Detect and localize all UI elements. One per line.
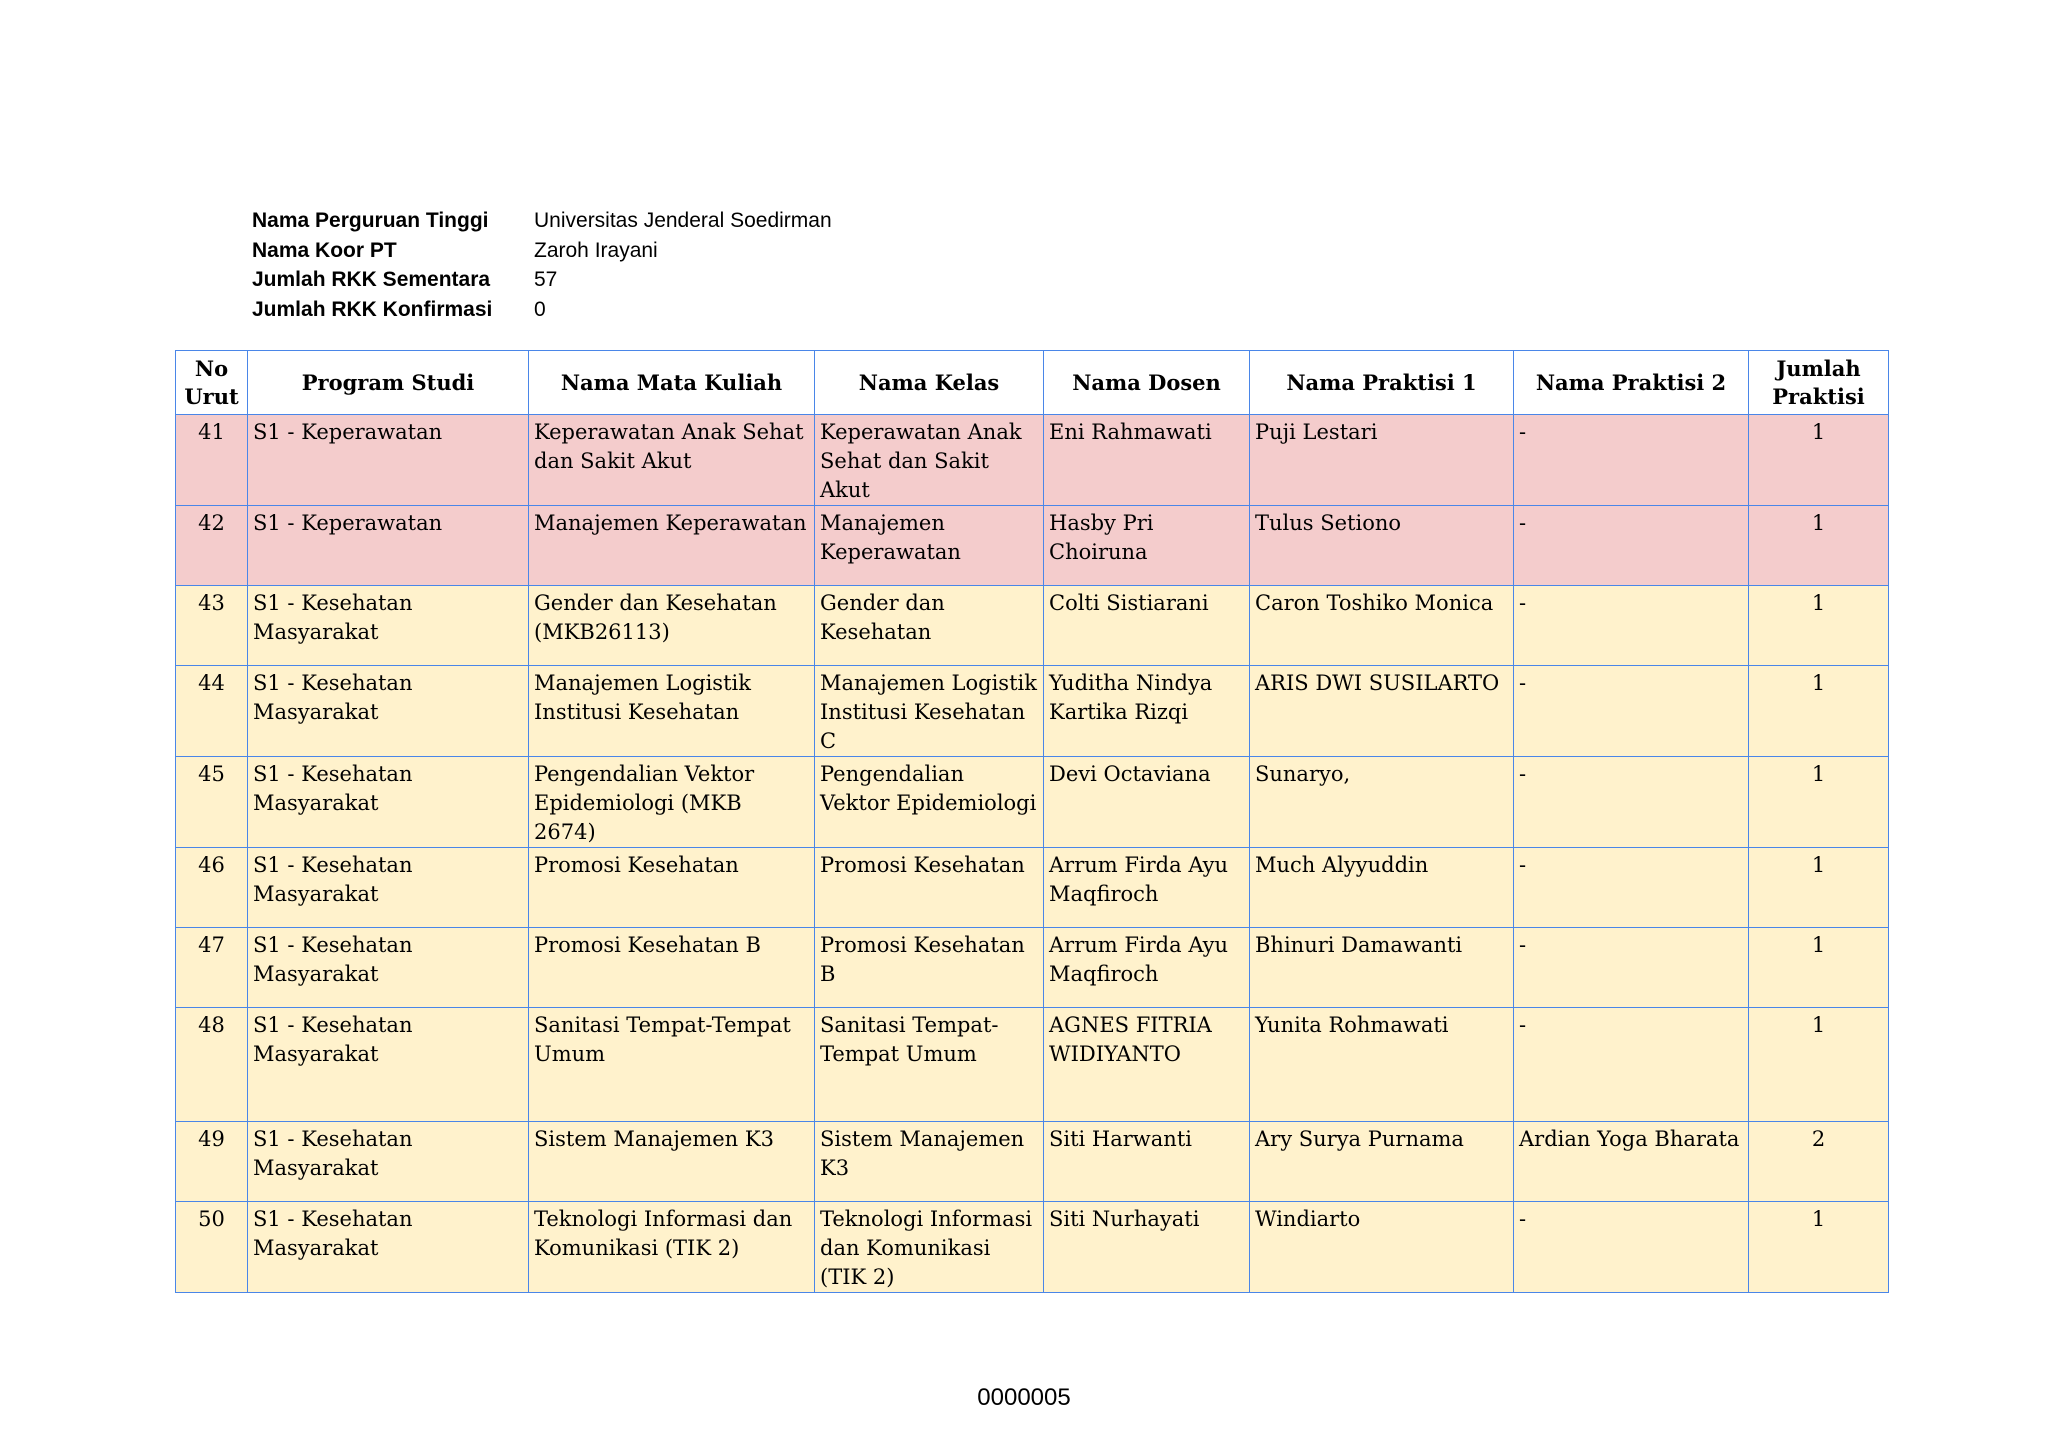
- cell-praktisi-2: -: [1514, 415, 1749, 506]
- cell-dosen: Yuditha Nindya Kartika Rizqi: [1044, 666, 1250, 757]
- cell-matkul: Sanitasi Tempat-Tempat Umum: [529, 1008, 815, 1122]
- cell-matkul: Promosi Kesehatan B: [529, 928, 815, 1008]
- cell-no: 48: [176, 1008, 248, 1122]
- table-header-row: [176, 351, 1889, 415]
- cell-jumlah: 1: [1749, 1202, 1889, 1293]
- page-number: 0000005: [977, 1384, 1071, 1411]
- cell-dosen: Arrum Firda Ayu Maqfiroch: [1044, 928, 1250, 1008]
- header-program-studi: Program Studi: [248, 351, 529, 415]
- cell-praktisi-2: -: [1514, 666, 1749, 757]
- cell-praktisi-1: Windiarto: [1250, 1202, 1514, 1293]
- cell-no: 50: [176, 1202, 248, 1293]
- table-row: [176, 848, 1889, 928]
- cell-kelas: Promosi Kesehatan: [815, 848, 1044, 928]
- cell-kelas: Sistem Manajemen K3: [815, 1122, 1044, 1202]
- rkk-table: [175, 350, 1889, 1293]
- cell-jumlah: 1: [1749, 1008, 1889, 1122]
- cell-kelas: Manajemen Logistik Institusi Kesehatan C: [815, 666, 1044, 757]
- cell-praktisi-2: -: [1514, 506, 1749, 586]
- cell-prodi: S1 - Kesehatan Masyarakat: [248, 928, 529, 1008]
- cell-praktisi-2: Ardian Yoga Bharata: [1514, 1122, 1749, 1202]
- cell-dosen: AGNES FITRIA WIDIYANTO: [1044, 1008, 1250, 1122]
- cell-kelas: Teknologi Informasi dan Komunikasi (TIK 2): [815, 1202, 1044, 1293]
- cell-prodi: S1 - Keperawatan: [248, 415, 529, 506]
- cell-jumlah: 1: [1749, 506, 1889, 586]
- cell-matkul: Gender dan Kesehatan (MKB26113): [529, 586, 815, 666]
- info-row: [252, 236, 832, 266]
- cell-jumlah: 1: [1749, 415, 1889, 506]
- cell-dosen: Colti Sistiarani: [1044, 586, 1250, 666]
- cell-no: 49: [176, 1122, 248, 1202]
- cell-praktisi-1: Puji Lestari: [1250, 415, 1514, 506]
- cell-no: 47: [176, 928, 248, 1008]
- cell-matkul: Manajemen Keperawatan: [529, 506, 815, 586]
- cell-matkul: Sistem Manajemen K3: [529, 1122, 815, 1202]
- cell-dosen: Siti Nurhayati: [1044, 1202, 1250, 1293]
- table-row: [176, 1202, 1889, 1293]
- table-row: [176, 415, 1889, 506]
- header-nama-dosen: Nama Dosen: [1044, 351, 1250, 415]
- header-nama-mata-kuliah: Nama Mata Kuliah: [529, 351, 815, 415]
- info-value: Universitas Jenderal Soedirman: [534, 209, 832, 232]
- cell-praktisi-2: -: [1514, 757, 1749, 848]
- cell-dosen: Eni Rahmawati: [1044, 415, 1250, 506]
- info-label: Jumlah RKK Konfirmasi: [252, 297, 493, 321]
- header-nama-praktisi-1: Nama Praktisi 1: [1250, 351, 1514, 415]
- cell-prodi: S1 - Keperawatan: [248, 506, 529, 586]
- cell-dosen: Arrum Firda Ayu Maqfiroch: [1044, 848, 1250, 928]
- cell-praktisi-2: -: [1514, 848, 1749, 928]
- cell-praktisi-2: -: [1514, 1008, 1749, 1122]
- cell-jumlah: 1: [1749, 757, 1889, 848]
- info-label: Jumlah RKK Sementara: [252, 268, 491, 291]
- institution-info: [252, 206, 832, 324]
- cell-praktisi-2: -: [1514, 928, 1749, 1008]
- header-nama-praktisi-2: Nama Praktisi 2: [1514, 351, 1749, 415]
- table-row: [176, 586, 1889, 666]
- cell-dosen: Siti Harwanti: [1044, 1122, 1250, 1202]
- cell-no: 43: [176, 586, 248, 666]
- cell-matkul: Promosi Kesehatan: [529, 848, 815, 928]
- header-no-urut: No Urut: [176, 351, 248, 415]
- cell-jumlah: 1: [1749, 928, 1889, 1008]
- cell-praktisi-2: -: [1514, 586, 1749, 666]
- header-jumlah-praktisi: Jumlah Praktisi: [1749, 351, 1889, 415]
- cell-jumlah: 2: [1749, 1122, 1889, 1202]
- cell-jumlah: 1: [1749, 666, 1889, 757]
- cell-prodi: S1 - Kesehatan Masyarakat: [248, 1008, 529, 1122]
- table-row: [176, 506, 1889, 586]
- cell-kelas: Sanitasi Tempat-Tempat Umum: [815, 1008, 1044, 1122]
- info-row: [252, 206, 832, 236]
- table-row: [176, 757, 1889, 848]
- cell-no: 41: [176, 415, 248, 506]
- cell-matkul: Keperawatan Anak Sehat dan Sakit Akut: [529, 415, 815, 506]
- cell-matkul: Pengendalian Vektor Epidemiologi (MKB 2674): [529, 757, 815, 848]
- cell-prodi: S1 - Kesehatan Masyarakat: [248, 757, 529, 848]
- info-value: 57: [534, 268, 558, 291]
- cell-prodi: S1 - Kesehatan Masyarakat: [248, 586, 529, 666]
- info-label: Nama Perguruan Tinggi: [252, 209, 489, 232]
- cell-kelas: Pengendalian Vektor Epidemiologi: [815, 757, 1044, 848]
- cell-matkul: Manajemen Logistik Institusi Kesehatan: [529, 666, 815, 757]
- header-nama-kelas: Nama Kelas: [815, 351, 1044, 415]
- cell-praktisi-1: Ary Surya Purnama: [1250, 1122, 1514, 1202]
- table-row: [176, 1122, 1889, 1202]
- cell-kelas: Promosi Kesehatan B: [815, 928, 1044, 1008]
- cell-prodi: S1 - Kesehatan Masyarakat: [248, 1202, 529, 1293]
- cell-kelas: Manajemen Keperawatan: [815, 506, 1044, 586]
- cell-praktisi-2: -: [1514, 1202, 1749, 1293]
- cell-jumlah: 1: [1749, 586, 1889, 666]
- table-row: [176, 1008, 1889, 1122]
- cell-kelas: Gender dan Kesehatan: [815, 586, 1044, 666]
- cell-no: 45: [176, 757, 248, 848]
- cell-praktisi-1: Much Alyyuddin: [1250, 848, 1514, 928]
- table-row: [176, 666, 1889, 757]
- info-value: Zaroh Irayani: [534, 238, 658, 262]
- cell-dosen: Hasby Pri Choiruna: [1044, 506, 1250, 586]
- cell-praktisi-1: Bhinuri Damawanti: [1250, 928, 1514, 1008]
- cell-jumlah: 1: [1749, 848, 1889, 928]
- info-row: [252, 265, 832, 295]
- cell-praktisi-1: ARIS DWI SUSILARTO: [1250, 666, 1514, 757]
- cell-praktisi-1: Sunaryo,: [1250, 757, 1514, 848]
- cell-praktisi-1: Tulus Setiono: [1250, 506, 1514, 586]
- cell-matkul: Teknologi Informasi dan Komunikasi (TIK 2): [529, 1202, 815, 1293]
- cell-no: 46: [176, 848, 248, 928]
- cell-no: 42: [176, 506, 248, 586]
- cell-praktisi-1: Yunita Rohmawati: [1250, 1008, 1514, 1122]
- table-row: [176, 928, 1889, 1008]
- info-value: 0: [534, 297, 546, 321]
- cell-no: 44: [176, 666, 248, 757]
- cell-kelas: Keperawatan Anak Sehat dan Sakit Akut: [815, 415, 1044, 506]
- cell-prodi: S1 - Kesehatan Masyarakat: [248, 666, 529, 757]
- cell-prodi: S1 - Kesehatan Masyarakat: [248, 848, 529, 928]
- cell-praktisi-1: Caron Toshiko Monica: [1250, 586, 1514, 666]
- info-label: Nama Koor PT: [252, 238, 397, 262]
- cell-prodi: S1 - Kesehatan Masyarakat: [248, 1122, 529, 1202]
- cell-dosen: Devi Octaviana: [1044, 757, 1250, 848]
- info-row: [252, 295, 832, 325]
